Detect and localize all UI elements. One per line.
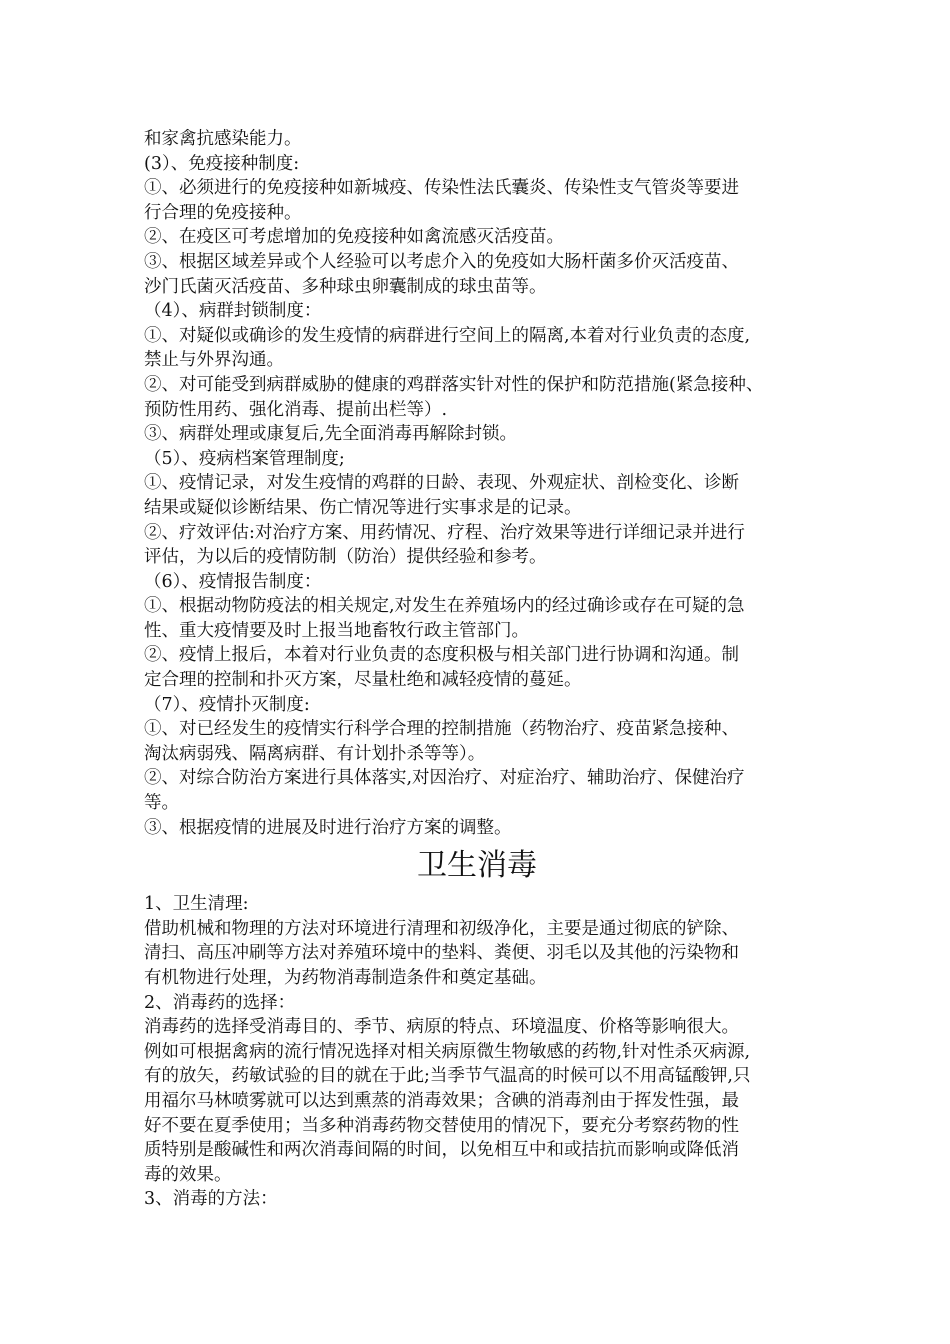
text-line: 等。 [144, 793, 179, 814]
text-line: 毒的效果。 [144, 1164, 232, 1185]
text-line: 评估，为以后的疫情防制（防治）提供经验和参考。 [144, 547, 547, 568]
text-line: ①、根据动物防疫法的相关规定,对发生在养殖场内的经过确诊或存在可疑的急 [144, 596, 745, 617]
text-line: 行合理的免疫接种。 [144, 202, 302, 223]
text-line: ③、根据区域差异或个人经验可以考虑介入的免疫如大肠杆菌多价灭活疫苗、 [144, 251, 739, 272]
text-line: ③、病群处理或康复后,先全面消毒再解除封锁。 [144, 424, 518, 445]
text-line: 好不要在夏季使用；当多种消毒药物交替使用的情况下，要充分考察药物的性 [144, 1115, 739, 1136]
text-line: ③、根据疫情的进展及时进行治疗方案的调整。 [144, 817, 512, 838]
text-line: ①、必须进行的免疫接种如新城疫、传染性法氏囊炎、传染性支气管炎等要进 [144, 178, 739, 199]
text-line: (3）、免疫接种制度: [144, 153, 300, 174]
text-line: 用福尔马林喷雾就可以达到熏蒸的消毒效果；含碘的消毒剂由于挥发性强，最 [144, 1090, 739, 1111]
section-sanitation [144, 892, 810, 1212]
text-line: ①、对疑似或确诊的发生疫情的病群进行空间上的隔离,本着对行业负责的态度, [144, 325, 751, 346]
text-line: ②、疫情上报后，本着对行业负责的态度积极与相关部门进行协调和沟通。制 [144, 645, 739, 666]
text-line: ②、对可能受到病群威胁的健康的鸡群落实针对性的保护和防范措施(紧急接种、 [144, 374, 764, 395]
text-line: ①、对已经发生的疫情实行科学合理的控制措施（药物治疗、疫苗紧急接种、 [144, 719, 739, 740]
text-line: （5）、疫病档案管理制度; [144, 448, 345, 469]
document-page [144, 127, 810, 1212]
text-line: ②、疗效评估:对治疗方案、用药情况、疗程、治疗效果等进行详细记录并进行 [144, 522, 745, 543]
text-line: 例如可根据禽病的流行情况选择对相关病原微生物敏感的药物,针对性杀灭病源, [144, 1041, 751, 1062]
text-line: 质特别是酸碱性和两次消毒间隔的时间，以免相互中和或拮抗而影响或降低消 [144, 1140, 739, 1161]
text-line: （6）、疫情报告制度： [144, 571, 322, 592]
text-line: 性、重大疫情要及时上报当地畜牧行政主管部门。 [144, 620, 529, 641]
text-line: （7）、疫情扑灭制度: [144, 694, 310, 715]
text-line: 定合理的控制和扑灭方案，尽量杜绝和减轻疫情的蔓延。 [144, 670, 582, 691]
section-heading: 卫生消毒 [417, 848, 537, 884]
section-epidemic-prevention [144, 127, 810, 840]
text-line: 消毒药的选择受消毒目的、季节、病原的特点、环境温度、价格等影响很大。 [144, 1017, 739, 1038]
text-line: 结果或疑似诊断结果、伤亡情况等进行实事求是的记录。 [144, 497, 582, 518]
text-line: 和家禽抗感染能力。 [144, 129, 302, 149]
text-line: ①、疫情记录，对发生疫情的鸡群的日龄、表现、外观症状、剖检变化、诊断 [144, 473, 739, 494]
text-line: ②、对综合防治方案进行具体落实,对因治疗、对症治疗、辅助治疗、保健治疗 [144, 768, 745, 789]
text-line: 1、卫生清理: [144, 894, 249, 915]
text-line: 有机物进行处理，为药物消毒制造条件和奠定基础。 [144, 968, 547, 988]
text-line: 清扫、高压冲刷等方法对养殖环境中的垫料、粪便、羽毛以及其他的污染物和 [144, 943, 739, 964]
text-line: （4）、病群封锁制度： [144, 301, 322, 322]
text-line: 3、消毒的方法： [144, 1189, 278, 1210]
text-line: 有的放矢，药敏试验的目的就在于此;当季节气温高的时候可以不用高锰酸钾,只 [144, 1066, 751, 1087]
text-line: 淘汰病弱残、隔离病群、有计划扑杀等等）。 [144, 743, 486, 764]
text-line: 沙门氏菌灭活疫苗、多种球虫卵囊制成的球虫苗等。 [144, 276, 547, 297]
text-line: ②、在疫区可考虑增加的免疫接种如禽流感灭活疫苗。 [144, 227, 564, 248]
text-line: 禁止与外界沟通。 [144, 350, 284, 371]
text-line: 借助机械和物理的方法对环境进行清理和初级净化，主要是通过彻底的铲除、 [144, 918, 739, 939]
text-line: 2、消毒药的选择： [144, 992, 296, 1013]
text-line: 预防性用药、强化消毒、提前出栏等）. [144, 399, 448, 420]
